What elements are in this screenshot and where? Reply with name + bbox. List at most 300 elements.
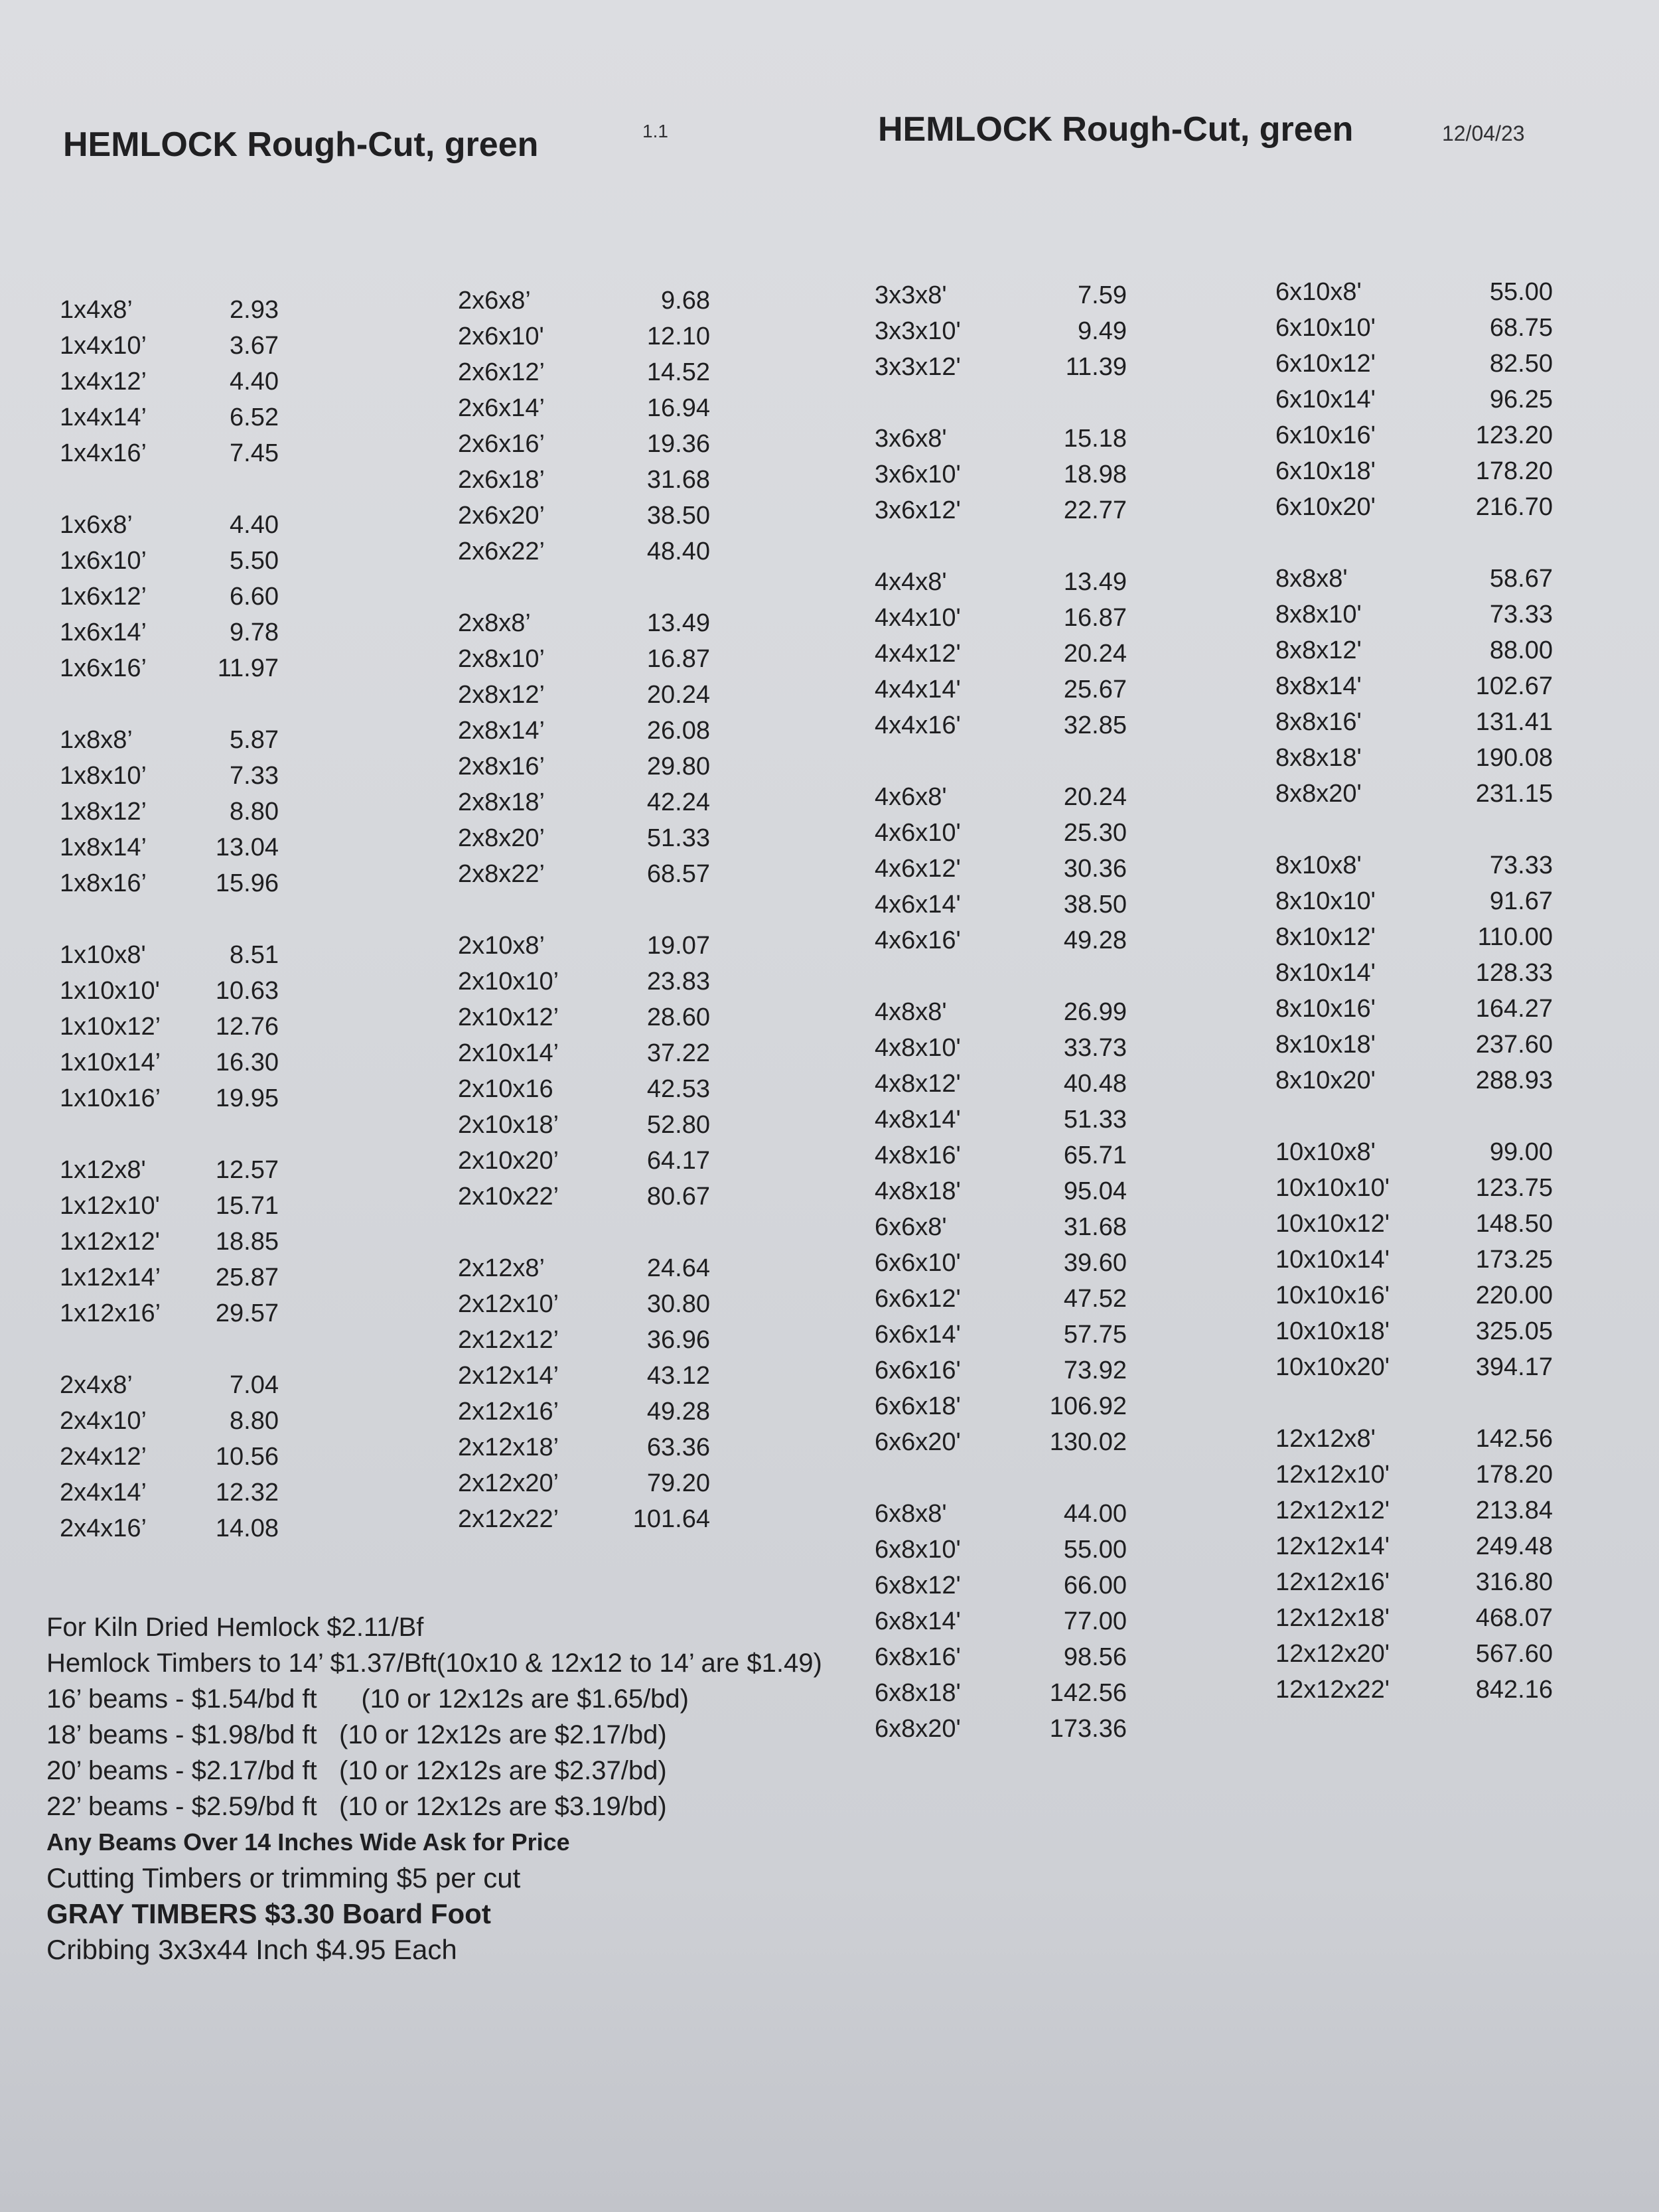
- lumber-price: 14.52: [646, 358, 710, 386]
- lumber-price: 12.10: [646, 323, 710, 350]
- price-row: [875, 779, 1127, 815]
- lumber-price: 16.30: [215, 1049, 279, 1076]
- spacer-row: [458, 569, 710, 605]
- lumber-size: 8x8x10': [1275, 601, 1362, 628]
- lumber-price: 13.49: [1063, 568, 1127, 596]
- price-row: [1275, 453, 1553, 489]
- price-row: [875, 1675, 1127, 1711]
- price-row: [875, 1424, 1127, 1460]
- lumber-size: 2x6x22’: [458, 538, 545, 565]
- beams-20-note: 20’ beams - $2.17/bd ft (10 or 12x12s are $2.37/bd): [46, 1756, 667, 1785]
- lumber-price: 142.56: [1049, 1679, 1127, 1707]
- price-row: [458, 820, 710, 856]
- lumber-price: 16.94: [646, 394, 710, 422]
- price-row: [875, 1639, 1127, 1675]
- lumber-price: 25.87: [215, 1264, 279, 1291]
- lumber-price: 9.68: [661, 287, 710, 315]
- price-row: [458, 964, 710, 999]
- lumber-price: 25.30: [1063, 819, 1127, 847]
- price-row: [60, 1475, 279, 1511]
- lumber-size: 3x3x12': [875, 353, 961, 381]
- price-row: [875, 1388, 1127, 1424]
- lumber-size: 1x4x16’: [60, 439, 147, 467]
- lumber-price: 23.83: [646, 968, 710, 995]
- price-row: [875, 1066, 1127, 1102]
- price-row: [458, 354, 710, 390]
- lumber-size: 2x10x8’: [458, 932, 545, 960]
- price-row: [458, 1071, 710, 1107]
- price-row: [875, 457, 1127, 492]
- lumber-price: 8.80: [230, 798, 279, 826]
- price-row: [1275, 1242, 1553, 1278]
- price-row: [458, 1250, 710, 1286]
- lumber-size: 4x8x12': [875, 1070, 961, 1098]
- price-column-4: [1275, 274, 1553, 1708]
- price-row: [875, 1353, 1127, 1388]
- price-row: [1275, 991, 1553, 1027]
- spacer-row: [1275, 812, 1553, 848]
- lumber-price: 7.45: [230, 439, 279, 467]
- lumber-size: 1x12x16’: [60, 1299, 161, 1327]
- price-row: [458, 856, 710, 892]
- lumber-size: 6x6x18': [875, 1392, 961, 1420]
- lumber-price: 128.33: [1475, 959, 1553, 987]
- lumber-size: 1x10x16’: [60, 1084, 161, 1112]
- lumber-price: 11.97: [217, 654, 279, 682]
- lumber-size: 10x10x14': [1275, 1246, 1390, 1274]
- lumber-size: 2x12x18’: [458, 1434, 559, 1461]
- lumber-size: 2x12x8’: [458, 1254, 545, 1282]
- lumber-size: 4x4x8': [875, 568, 947, 596]
- lumber-price: 468.07: [1475, 1604, 1553, 1632]
- price-row: [458, 534, 710, 569]
- lumber-size: 2x10x12’: [458, 1003, 559, 1031]
- page-number: 1.1: [642, 121, 668, 141]
- price-row: [875, 994, 1127, 1030]
- lumber-size: 2x4x12’: [60, 1443, 147, 1471]
- lumber-price: 19.95: [215, 1084, 279, 1112]
- lumber-size: 8x10x18': [1275, 1031, 1376, 1059]
- price-row: [458, 784, 710, 820]
- lumber-price: 106.92: [1049, 1392, 1127, 1420]
- lumber-size: 2x8x20’: [458, 824, 545, 852]
- lumber-size: 12x12x20': [1275, 1640, 1390, 1668]
- price-column-2: [458, 283, 710, 1537]
- price-row: [458, 1107, 710, 1143]
- lumber-size: 4x8x8': [875, 998, 947, 1026]
- price-row: [875, 492, 1127, 528]
- lumber-price: 20.24: [646, 681, 710, 709]
- price-row: [1275, 561, 1553, 597]
- price-row: [458, 1179, 710, 1215]
- lumber-size: 1x4x10’: [60, 332, 147, 360]
- lumber-size: 1x12x12': [60, 1228, 160, 1256]
- price-row: [1275, 704, 1553, 740]
- price-row: [1275, 1528, 1553, 1564]
- price-row: [458, 677, 710, 713]
- price-row: [60, 937, 279, 973]
- beams-18-note: 18’ beams - $1.98/bd ft (10 or 12x12s are $2.17/bd): [46, 1720, 667, 1749]
- lumber-price: 55.00: [1489, 278, 1553, 306]
- price-row: [875, 349, 1127, 385]
- spacer-row: [60, 901, 279, 937]
- lumber-price: 213.84: [1475, 1497, 1553, 1524]
- lumber-price: 5.87: [230, 726, 279, 754]
- spacer-row: [875, 1460, 1127, 1496]
- lumber-price: 220.00: [1475, 1282, 1553, 1309]
- lumber-price: 66.00: [1063, 1572, 1127, 1599]
- spacer-row: [1275, 1098, 1553, 1134]
- lumber-price: 325.05: [1475, 1317, 1553, 1345]
- lumber-price: 48.40: [646, 538, 710, 565]
- price-row: [458, 605, 710, 641]
- price-row: [60, 1511, 279, 1546]
- spacer-row: [875, 958, 1127, 994]
- price-row: [60, 507, 279, 543]
- lumber-price: 12.32: [215, 1479, 279, 1507]
- lumber-size: 1x8x12’: [60, 798, 147, 826]
- lumber-size: 12x12x22': [1275, 1676, 1390, 1704]
- price-row: [60, 1367, 279, 1403]
- price-row: [875, 1532, 1127, 1568]
- lumber-price: 288.93: [1475, 1067, 1553, 1094]
- lumber-size: 4x4x10': [875, 604, 961, 632]
- lumber-price: 36.96: [646, 1326, 710, 1354]
- lumber-size: 2x10x14’: [458, 1039, 559, 1067]
- lumber-price: 10.63: [215, 977, 279, 1005]
- lumber-price: 49.28: [1063, 926, 1127, 954]
- price-row: [1275, 883, 1553, 919]
- lumber-size: 6x6x8': [875, 1213, 947, 1241]
- lumber-size: 8x10x20': [1275, 1067, 1376, 1094]
- lumber-price: 91.67: [1489, 887, 1553, 915]
- price-row: [875, 672, 1127, 707]
- lumber-size: 6x6x14': [875, 1321, 961, 1349]
- price-row: [1275, 632, 1553, 668]
- lumber-size: 2x6x20’: [458, 502, 545, 530]
- lumber-price: 22.77: [1063, 496, 1127, 524]
- lumber-size: 1x4x8’: [60, 296, 133, 324]
- lumber-size: 10x10x10': [1275, 1174, 1390, 1202]
- lumber-size: 10x10x20': [1275, 1353, 1390, 1381]
- lumber-price: 13.49: [646, 609, 710, 637]
- lumber-size: 12x12x12': [1275, 1497, 1390, 1524]
- lumber-size: 2x8x10’: [458, 645, 545, 673]
- price-row: [458, 713, 710, 749]
- price-row: [60, 1224, 279, 1260]
- lumber-price: 148.50: [1475, 1210, 1553, 1238]
- lumber-size: 1x12x14’: [60, 1264, 161, 1291]
- lumber-price: 3.67: [230, 332, 279, 360]
- lumber-size: 6x10x16': [1275, 421, 1376, 449]
- lumber-price: 8.80: [230, 1407, 279, 1435]
- lumber-size: 4x4x16': [875, 711, 961, 739]
- cribbing-note: Cribbing 3x3x44 Inch $4.95 Each: [46, 1934, 457, 1965]
- lumber-size: 8x8x18': [1275, 744, 1362, 772]
- price-row: [60, 722, 279, 758]
- lumber-price: 30.80: [646, 1290, 710, 1318]
- price-row: [1275, 489, 1553, 525]
- price-row: [1275, 382, 1553, 417]
- lumber-price: 55.00: [1063, 1536, 1127, 1564]
- spacer-row: [60, 471, 279, 507]
- price-row: [458, 749, 710, 784]
- price-row: [1275, 1063, 1553, 1098]
- lumber-size: 10x10x18': [1275, 1317, 1390, 1345]
- lumber-price: 63.36: [646, 1434, 710, 1461]
- lumber-size: 1x10x10': [60, 977, 160, 1005]
- lumber-size: 6x10x18': [1275, 457, 1376, 485]
- lumber-size: 12x12x16': [1275, 1568, 1390, 1596]
- lumber-price: 29.57: [215, 1299, 279, 1327]
- lumber-size: 1x8x8’: [60, 726, 133, 754]
- price-row: [1275, 740, 1553, 776]
- spacer-row: [458, 892, 710, 928]
- lumber-price: 7.59: [1078, 281, 1127, 309]
- price-row: [875, 1138, 1127, 1173]
- lumber-price: 394.17: [1475, 1353, 1553, 1381]
- lumber-size: 2x6x10': [458, 323, 544, 350]
- lumber-price: 173.36: [1049, 1715, 1127, 1743]
- lumber-size: 6x10x20': [1275, 493, 1376, 521]
- lumber-price: 30.36: [1063, 855, 1127, 883]
- lumber-price: 12.57: [215, 1156, 279, 1184]
- price-row: [60, 1439, 279, 1475]
- lumber-size: 3x3x10': [875, 317, 961, 345]
- lumber-price: 68.57: [646, 860, 710, 888]
- lumber-size: 2x12x14’: [458, 1362, 559, 1390]
- lumber-size: 2x8x16’: [458, 753, 545, 780]
- lumber-price: 38.50: [1063, 891, 1127, 919]
- lumber-price: 7.04: [230, 1371, 279, 1399]
- lumber-price: 131.41: [1475, 708, 1553, 736]
- lumber-size: 3x6x10': [875, 461, 961, 488]
- lumber-size: 12x12x10': [1275, 1461, 1390, 1489]
- lumber-price: 164.27: [1475, 995, 1553, 1023]
- price-row: [1275, 955, 1553, 991]
- lumber-price: 37.22: [646, 1039, 710, 1067]
- left-page-title: HEMLOCK Rough-Cut, green: [63, 125, 539, 164]
- lumber-price: 49.28: [646, 1398, 710, 1426]
- price-row: [1275, 1672, 1553, 1708]
- price-row: [458, 1322, 710, 1358]
- lumber-size: 12x12x8': [1275, 1425, 1376, 1453]
- price-row: [60, 650, 279, 686]
- lumber-price: 82.50: [1489, 350, 1553, 378]
- price-row: [875, 636, 1127, 672]
- lumber-price: 99.00: [1489, 1138, 1553, 1166]
- price-row: [458, 1358, 710, 1394]
- lumber-price: 31.68: [646, 466, 710, 494]
- lumber-size: 4x4x12': [875, 640, 961, 668]
- lumber-price: 13.04: [215, 834, 279, 861]
- price-row: [1275, 417, 1553, 453]
- lumber-size: 1x12x8': [60, 1156, 146, 1184]
- price-row: [875, 421, 1127, 457]
- lumber-size: 6x8x8': [875, 1500, 947, 1528]
- lumber-size: 8x10x10': [1275, 887, 1376, 915]
- price-row: [60, 400, 279, 435]
- price-row: [875, 277, 1127, 313]
- lumber-price: 77.00: [1063, 1607, 1127, 1635]
- lumber-size: 2x8x14’: [458, 717, 545, 745]
- lumber-price: 102.67: [1475, 672, 1553, 700]
- lumber-price: 32.85: [1063, 711, 1127, 739]
- lumber-size: 6x10x14': [1275, 386, 1376, 413]
- lumber-price: 11.39: [1065, 353, 1127, 381]
- spacer-row: [60, 1116, 279, 1152]
- lumber-price: 249.48: [1475, 1532, 1553, 1560]
- lumber-price: 178.20: [1475, 457, 1553, 485]
- price-row: [60, 758, 279, 794]
- lumber-size: 1x6x12’: [60, 583, 147, 611]
- price-row: [875, 564, 1127, 600]
- lumber-price: 110.00: [1477, 923, 1553, 951]
- lumber-size: 1x8x10’: [60, 762, 147, 790]
- lumber-size: 1x4x14’: [60, 404, 147, 431]
- price-row: [458, 426, 710, 462]
- price-row: [60, 830, 279, 865]
- lumber-size: 2x8x18’: [458, 788, 545, 816]
- price-row: [60, 1260, 279, 1295]
- price-row: [60, 973, 279, 1009]
- lumber-price: 15.18: [1063, 425, 1127, 453]
- lumber-size: 6x8x20': [875, 1715, 961, 1743]
- price-row: [458, 999, 710, 1035]
- spacer-row: [60, 686, 279, 722]
- lumber-size: 3x6x8': [875, 425, 947, 453]
- lumber-size: 2x6x8’: [458, 287, 531, 315]
- price-row: [875, 707, 1127, 743]
- price-row: [875, 1603, 1127, 1639]
- lumber-size: 3x3x8': [875, 281, 947, 309]
- price-column-1: [60, 292, 279, 1546]
- price-row: [458, 1430, 710, 1465]
- spacer-row: [1275, 1385, 1553, 1421]
- price-row: [60, 579, 279, 615]
- price-row: [1275, 1457, 1553, 1493]
- lumber-price: 123.20: [1475, 421, 1553, 449]
- lumber-price: 6.52: [230, 404, 279, 431]
- lumber-price: 79.20: [646, 1469, 710, 1497]
- lumber-size: 1x4x12’: [60, 368, 147, 396]
- lumber-size: 2x4x10’: [60, 1407, 147, 1435]
- lumber-size: 4x4x14': [875, 676, 961, 703]
- lumber-price: 8.51: [230, 941, 279, 969]
- lumber-price: 88.00: [1489, 636, 1553, 664]
- price-row: [60, 364, 279, 400]
- lumber-price: 2.93: [230, 296, 279, 324]
- price-row: [875, 922, 1127, 958]
- lumber-size: 1x6x10’: [60, 547, 147, 575]
- spacer-row: [60, 1331, 279, 1367]
- price-row: [875, 1173, 1127, 1209]
- lumber-price: 65.71: [1063, 1142, 1127, 1169]
- price-row: [1275, 1349, 1553, 1385]
- price-row: [458, 498, 710, 534]
- lumber-size: 2x10x22’: [458, 1183, 559, 1211]
- lumber-size: 2x6x18’: [458, 466, 545, 494]
- lumber-price: 52.80: [646, 1111, 710, 1139]
- price-row: [1275, 1027, 1553, 1063]
- lumber-size: 4x6x8': [875, 783, 947, 811]
- lumber-size: 4x6x12': [875, 855, 961, 883]
- lumber-price: 14.08: [215, 1514, 279, 1542]
- lumber-size: 1x8x14’: [60, 834, 147, 861]
- price-row: [1275, 776, 1553, 812]
- lumber-size: 8x10x8': [1275, 851, 1362, 879]
- lumber-size: 12x12x14': [1275, 1532, 1390, 1560]
- lumber-size: 6x8x10': [875, 1536, 961, 1564]
- lumber-price: 6.60: [230, 583, 279, 611]
- lumber-size: 6x6x16': [875, 1357, 961, 1384]
- price-row: [1275, 668, 1553, 704]
- price-row: [60, 1045, 279, 1080]
- lumber-price: 123.75: [1475, 1174, 1553, 1202]
- kiln-dried-note: For Kiln Dried Hemlock $2.11/Bf: [46, 1613, 424, 1642]
- price-row: [875, 313, 1127, 349]
- right-page-title: HEMLOCK Rough-Cut, green: [878, 110, 1354, 149]
- lumber-price: 18.98: [1063, 461, 1127, 488]
- lumber-price: 39.60: [1063, 1249, 1127, 1277]
- lumber-price: 15.71: [215, 1192, 279, 1220]
- lumber-price: 16.87: [646, 645, 710, 673]
- lumber-size: 6x6x10': [875, 1249, 961, 1277]
- price-row: [60, 1188, 279, 1224]
- lumber-price: 24.64: [646, 1254, 710, 1282]
- lumber-size: 6x10x12': [1275, 350, 1376, 378]
- lumber-size: 4x8x16': [875, 1142, 961, 1169]
- lumber-size: 1x10x14’: [60, 1049, 161, 1076]
- price-row: [458, 462, 710, 498]
- price-row: [1275, 1636, 1553, 1672]
- lumber-price: 42.24: [646, 788, 710, 816]
- lumber-price: 51.33: [1063, 1106, 1127, 1134]
- lumber-size: 4x8x14': [875, 1106, 961, 1134]
- lumber-price: 231.15: [1475, 780, 1553, 808]
- lumber-size: 12x12x18': [1275, 1604, 1390, 1632]
- price-row: [458, 1143, 710, 1179]
- lumber-size: 1x8x16’: [60, 869, 147, 897]
- lumber-price: 73.92: [1063, 1357, 1127, 1384]
- price-row: [60, 794, 279, 830]
- lumber-size: 8x8x14': [1275, 672, 1362, 700]
- lumber-price: 57.75: [1063, 1321, 1127, 1349]
- price-row: [1275, 919, 1553, 955]
- lumber-size: 2x4x8’: [60, 1371, 133, 1399]
- price-row: [60, 435, 279, 471]
- lumber-price: 5.50: [230, 547, 279, 575]
- lumber-size: 4x6x16': [875, 926, 961, 954]
- lumber-price: 10.56: [215, 1443, 279, 1471]
- price-row: [458, 928, 710, 964]
- price-row: [875, 1245, 1127, 1281]
- lumber-price: 237.60: [1475, 1031, 1553, 1059]
- lumber-price: 40.48: [1063, 1070, 1127, 1098]
- spacer-row: [1275, 525, 1553, 561]
- price-row: [1275, 274, 1553, 310]
- price-row: [458, 1394, 710, 1430]
- lumber-price: 9.49: [1078, 317, 1127, 345]
- lumber-price: 73.33: [1489, 601, 1553, 628]
- price-row: [1275, 1134, 1553, 1170]
- price-row: [458, 319, 710, 354]
- lumber-price: 567.60: [1475, 1640, 1553, 1668]
- lumber-size: 2x10x20’: [458, 1147, 559, 1175]
- lumber-size: 2x8x12’: [458, 681, 545, 709]
- price-row: [458, 390, 710, 426]
- price-row: [1275, 1421, 1553, 1457]
